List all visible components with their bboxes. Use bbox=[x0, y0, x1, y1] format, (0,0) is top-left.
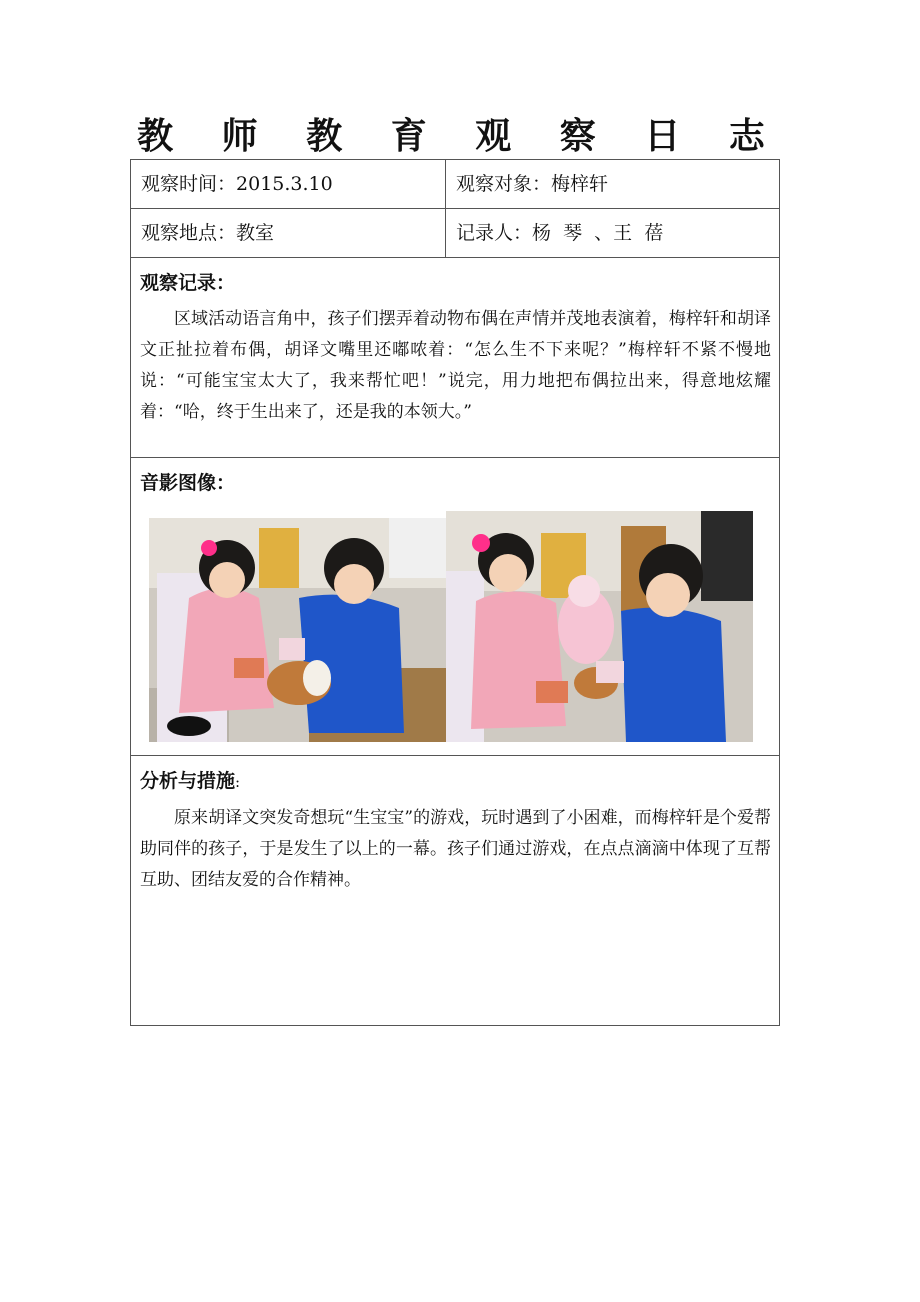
analysis-row bbox=[131, 756, 780, 1026]
photo-1 bbox=[149, 518, 446, 742]
analysis-cell bbox=[131, 756, 780, 1026]
recorder-cell bbox=[446, 209, 780, 258]
page-title: 教 师 教 育 观 察 日 志 bbox=[137, 115, 783, 157]
photo-2 bbox=[446, 511, 753, 742]
record-cell bbox=[131, 258, 780, 458]
recorder-value: 杨 琴 、王 蓓 bbox=[532, 222, 664, 244]
time-value: 2015.3.10 bbox=[236, 173, 333, 195]
analysis-text: 原来胡译文突发奇想玩“生宝宝”的游戏，玩时遇到了小困难，而梅梓轩是个爱帮助同伴的孩子，于是发生了以上的一幕。孩子们通过游戏，在点点滴滴中体现了互帮互助、团结友爱的合作精神。 bbox=[140, 808, 771, 890]
photo-2-illustration bbox=[446, 511, 753, 742]
info-row-2 bbox=[131, 209, 780, 258]
subject-value: 梅梓轩 bbox=[551, 173, 609, 195]
record-heading: 观察记录： bbox=[140, 272, 236, 294]
place-value: 教室 bbox=[236, 222, 275, 244]
time-cell bbox=[131, 160, 446, 209]
photo-1-illustration bbox=[149, 518, 446, 742]
analysis-heading-text: 分析与措施 bbox=[140, 770, 236, 792]
time-label: 观察时间： bbox=[141, 173, 237, 195]
info-row-1 bbox=[131, 160, 780, 209]
analysis-heading-colon: : bbox=[235, 773, 241, 791]
analysis-heading bbox=[131, 756, 779, 797]
recorder-label: 记录人： bbox=[456, 222, 533, 244]
record-text: 区域活动语言角中，孩子们摆弄着动物布偶在声情并茂地表演着，梅梓轩和胡译文正扯拉着布偶，胡译文嘴里还嘟哝着：“怎么生不下来呢？”梅梓轩不紧不慢地说：“可能宝宝太大了，我来帮忙吧！”说完，用力地把布偶拉出来，得意地炫耀着：“哈，终于生出来了，还是我的本领大。” bbox=[140, 309, 771, 422]
media-row bbox=[131, 458, 780, 756]
media-heading: 音影图像： bbox=[140, 472, 236, 494]
subject-label: 观察对象： bbox=[456, 173, 552, 195]
subject-cell bbox=[446, 160, 780, 209]
observation-log-table bbox=[130, 159, 780, 1026]
place-cell bbox=[131, 209, 446, 258]
place-label: 观察地点： bbox=[141, 222, 237, 244]
media-cell bbox=[131, 458, 780, 756]
record-row bbox=[131, 258, 780, 458]
